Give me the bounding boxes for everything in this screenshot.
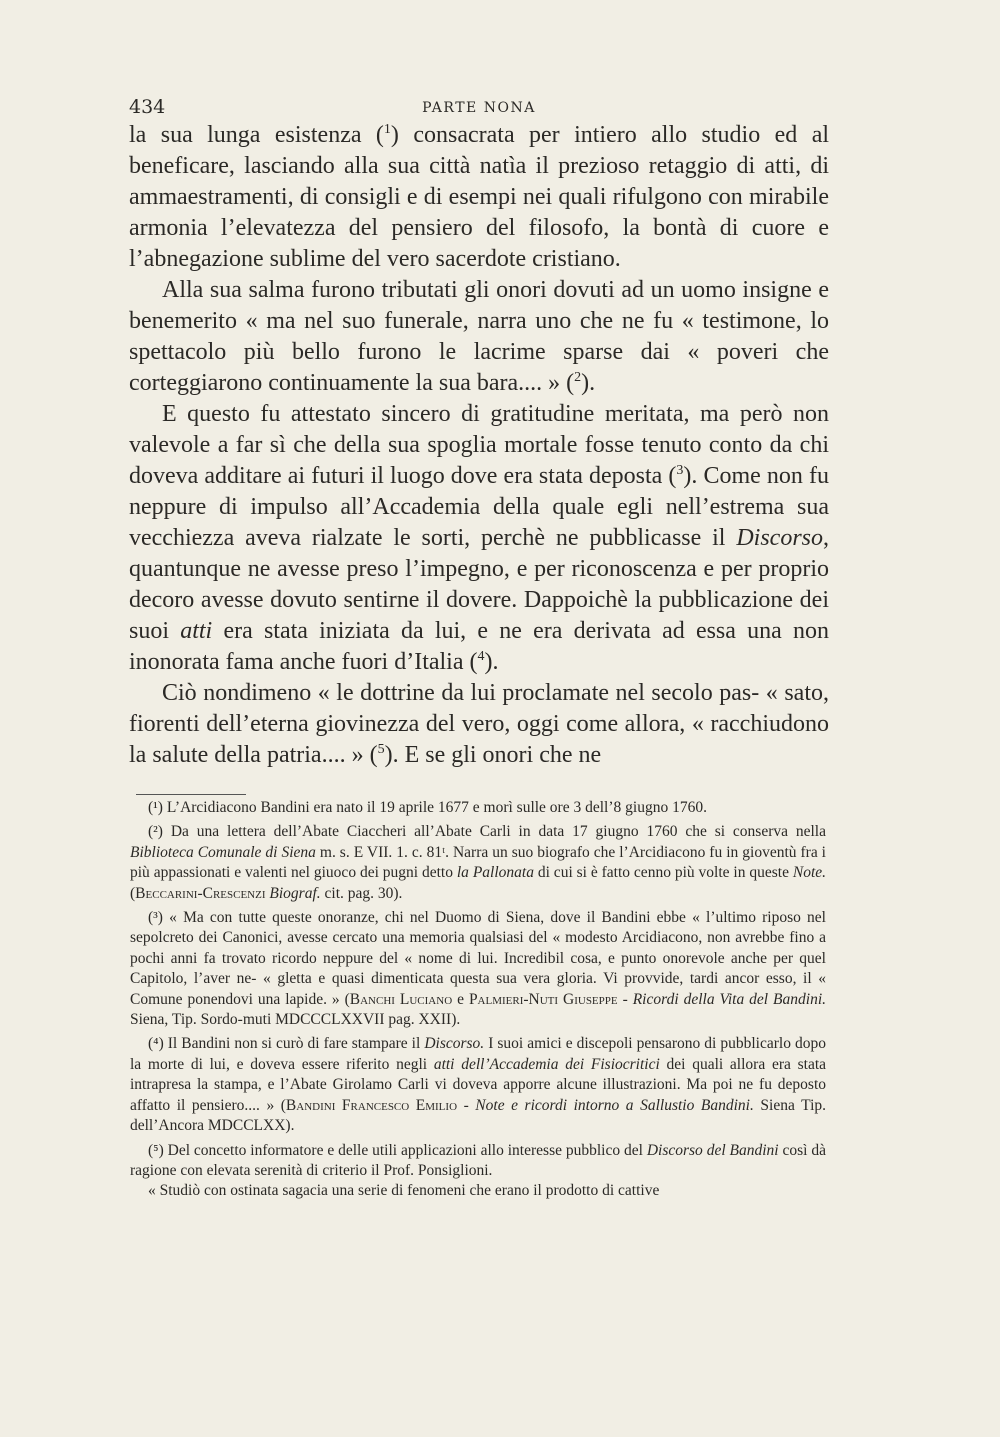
footnote-ref: 2	[574, 370, 582, 385]
footnote-ref: 3	[676, 463, 684, 478]
footnote-ref: 1	[383, 122, 391, 137]
running-title: PARTE NONA	[422, 100, 536, 116]
page-number: 434	[129, 96, 166, 118]
footnote-ref: 5	[377, 742, 385, 757]
footnote-ref: 4	[477, 649, 485, 664]
footnote-5-continued: « Studiò con ostinata sagacia una serie di fenomeni che erano il prodotto di cattive	[148, 1182, 660, 1200]
footnote-3: (³) « Ma con tutte queste onoranze, chi nel Duomo di Siena, dove il Bandini ebbe « l’ultimo riposo nel sepolcreto dei Canonici, avesse cercato una memoria qualsiasi del « modesto Arcidiacono, non avrebbe fino a pochi anni fa trovato ricordo neppure del « nome di lui. Incredibil cosa, e punto onorevole anche per quel Capitolo, l’aver ne- « gletta e quasi dimenticata questa sua vera gloria. Vi provvide, tardi ancor esso, il « Comune ponendovi una lapide. » (Banchi Luciano e Palmieri-Nuti Giuseppe - Ricordi della Vita del Bandini. Siena, Tip. Sordo-muti MDCCCLXXVII pag. XXII).	[130, 909, 826, 1029]
paragraph-3: E questo fu attestato sincero di gratitudine meritata, ma però non valevole a far sì che della sua spoglia mortale fosse tenuto conto da chi doveva additare ai futuri il luogo dove era stata deposta ($^3$). Come non fu neppure di impulso all’Accademia della quale egli nell’estrema sua vecchiezza aveva rialzate le sorti, perchè ne pubblicasse il Discorso, quantunque ne avesse preso l’impegno, e per riconoscenza e per proprio decoro avesse dovuto sentirne il dovere. Dappoichè la pubblicazione dei suoi atti era stata iniziata da lui, e ne era derivata ad essa una non inonorata fama anche fuori d’Italia ($^4$).	[129, 401, 829, 675]
footnote-1: (¹) L’Arcidiacono Bandini era nato il 19 aprile 1677 e morì sulle ore 3 dell’8 giugno 1760.	[148, 799, 707, 816]
footnote-separator	[136, 794, 246, 795]
paragraph-4: Ciò nondimeno « le dottrine da lui proclamate nel secolo pas- « sato, fiorenti dell’eterna giovinezza del vero, oggi come allora, « racchiudono la salute della patria.... » ($^5$). E se gli onori che ne	[129, 680, 829, 768]
footnote-5: (⁵) Del concetto informatore e delle utili applicazioni allo interesse pubblico del Discorso del Bandini così dà ragione con elevata serenità di criterio il Prof. Ponsiglioni.	[130, 1141, 826, 1179]
paragraph-1: la sua lunga esistenza ($^1$) consacrata per intiero allo studio ed al beneficare, lasciando alla sua città natìa il prezioso retaggio di atti, di ammaestramenti, di consigli e di esempi nei quali rifulgono con mirabile armonia l’elevatezza del pensiero del filosofo, la bontà di cuore e l’abnegazione sublime del vero sacerdote cristiano.	[129, 122, 830, 272]
paragraph-2: Alla sua salma furono tributati gli onori dovuti ad un uomo insigne e benemerito « ma nel suo funerale, narra uno che ne fu « testimone, lo spettacolo più bello furono le lacrime sparse dai « poveri che corteggiarono continuamente la sua bara.... » ($^2$).	[129, 277, 829, 396]
main-text	[129, 120, 829, 771]
footnote-4: (⁴) Il Bandini non si curò di fare stampare il Discorso. I suoi amici e discepoli pensarono di pubblicarlo dopo la morte di lui, e doveva essere riferito negli atti dell’Accademia dei Fisiocritici dei quali allora era stata intrapresa la stampa, e l’Abate Girolamo Carli vi doveva apporre alcune illustrazioni. Ma poi ne fu deposto affatto il pensiero.... » (Bandini Francesco Emilio - Note e ricordi intorno a Sallustio Bandini. Siena Tip. dell’Ancora MDCCLXX).	[130, 1035, 827, 1135]
footnotes	[130, 798, 826, 1206]
footnote-2: (²) Da una lettera dell’Abate Ciaccheri all’Abate Carli in data 17 giugno 1760 che si conserva nella Biblioteca Comunale di Siena m. s. E VII. 1. c. 81ᵗ. Narra un suo biografo che l’Arcidiacono fu in gioventù fra i più appassionati e valenti nel giuoco dei pugni detto la Pallonata di cui si è fatto cenno più volte in queste Note. (Beccarini-Crescenzi Biograf. cit. pag. 30).	[130, 823, 827, 902]
